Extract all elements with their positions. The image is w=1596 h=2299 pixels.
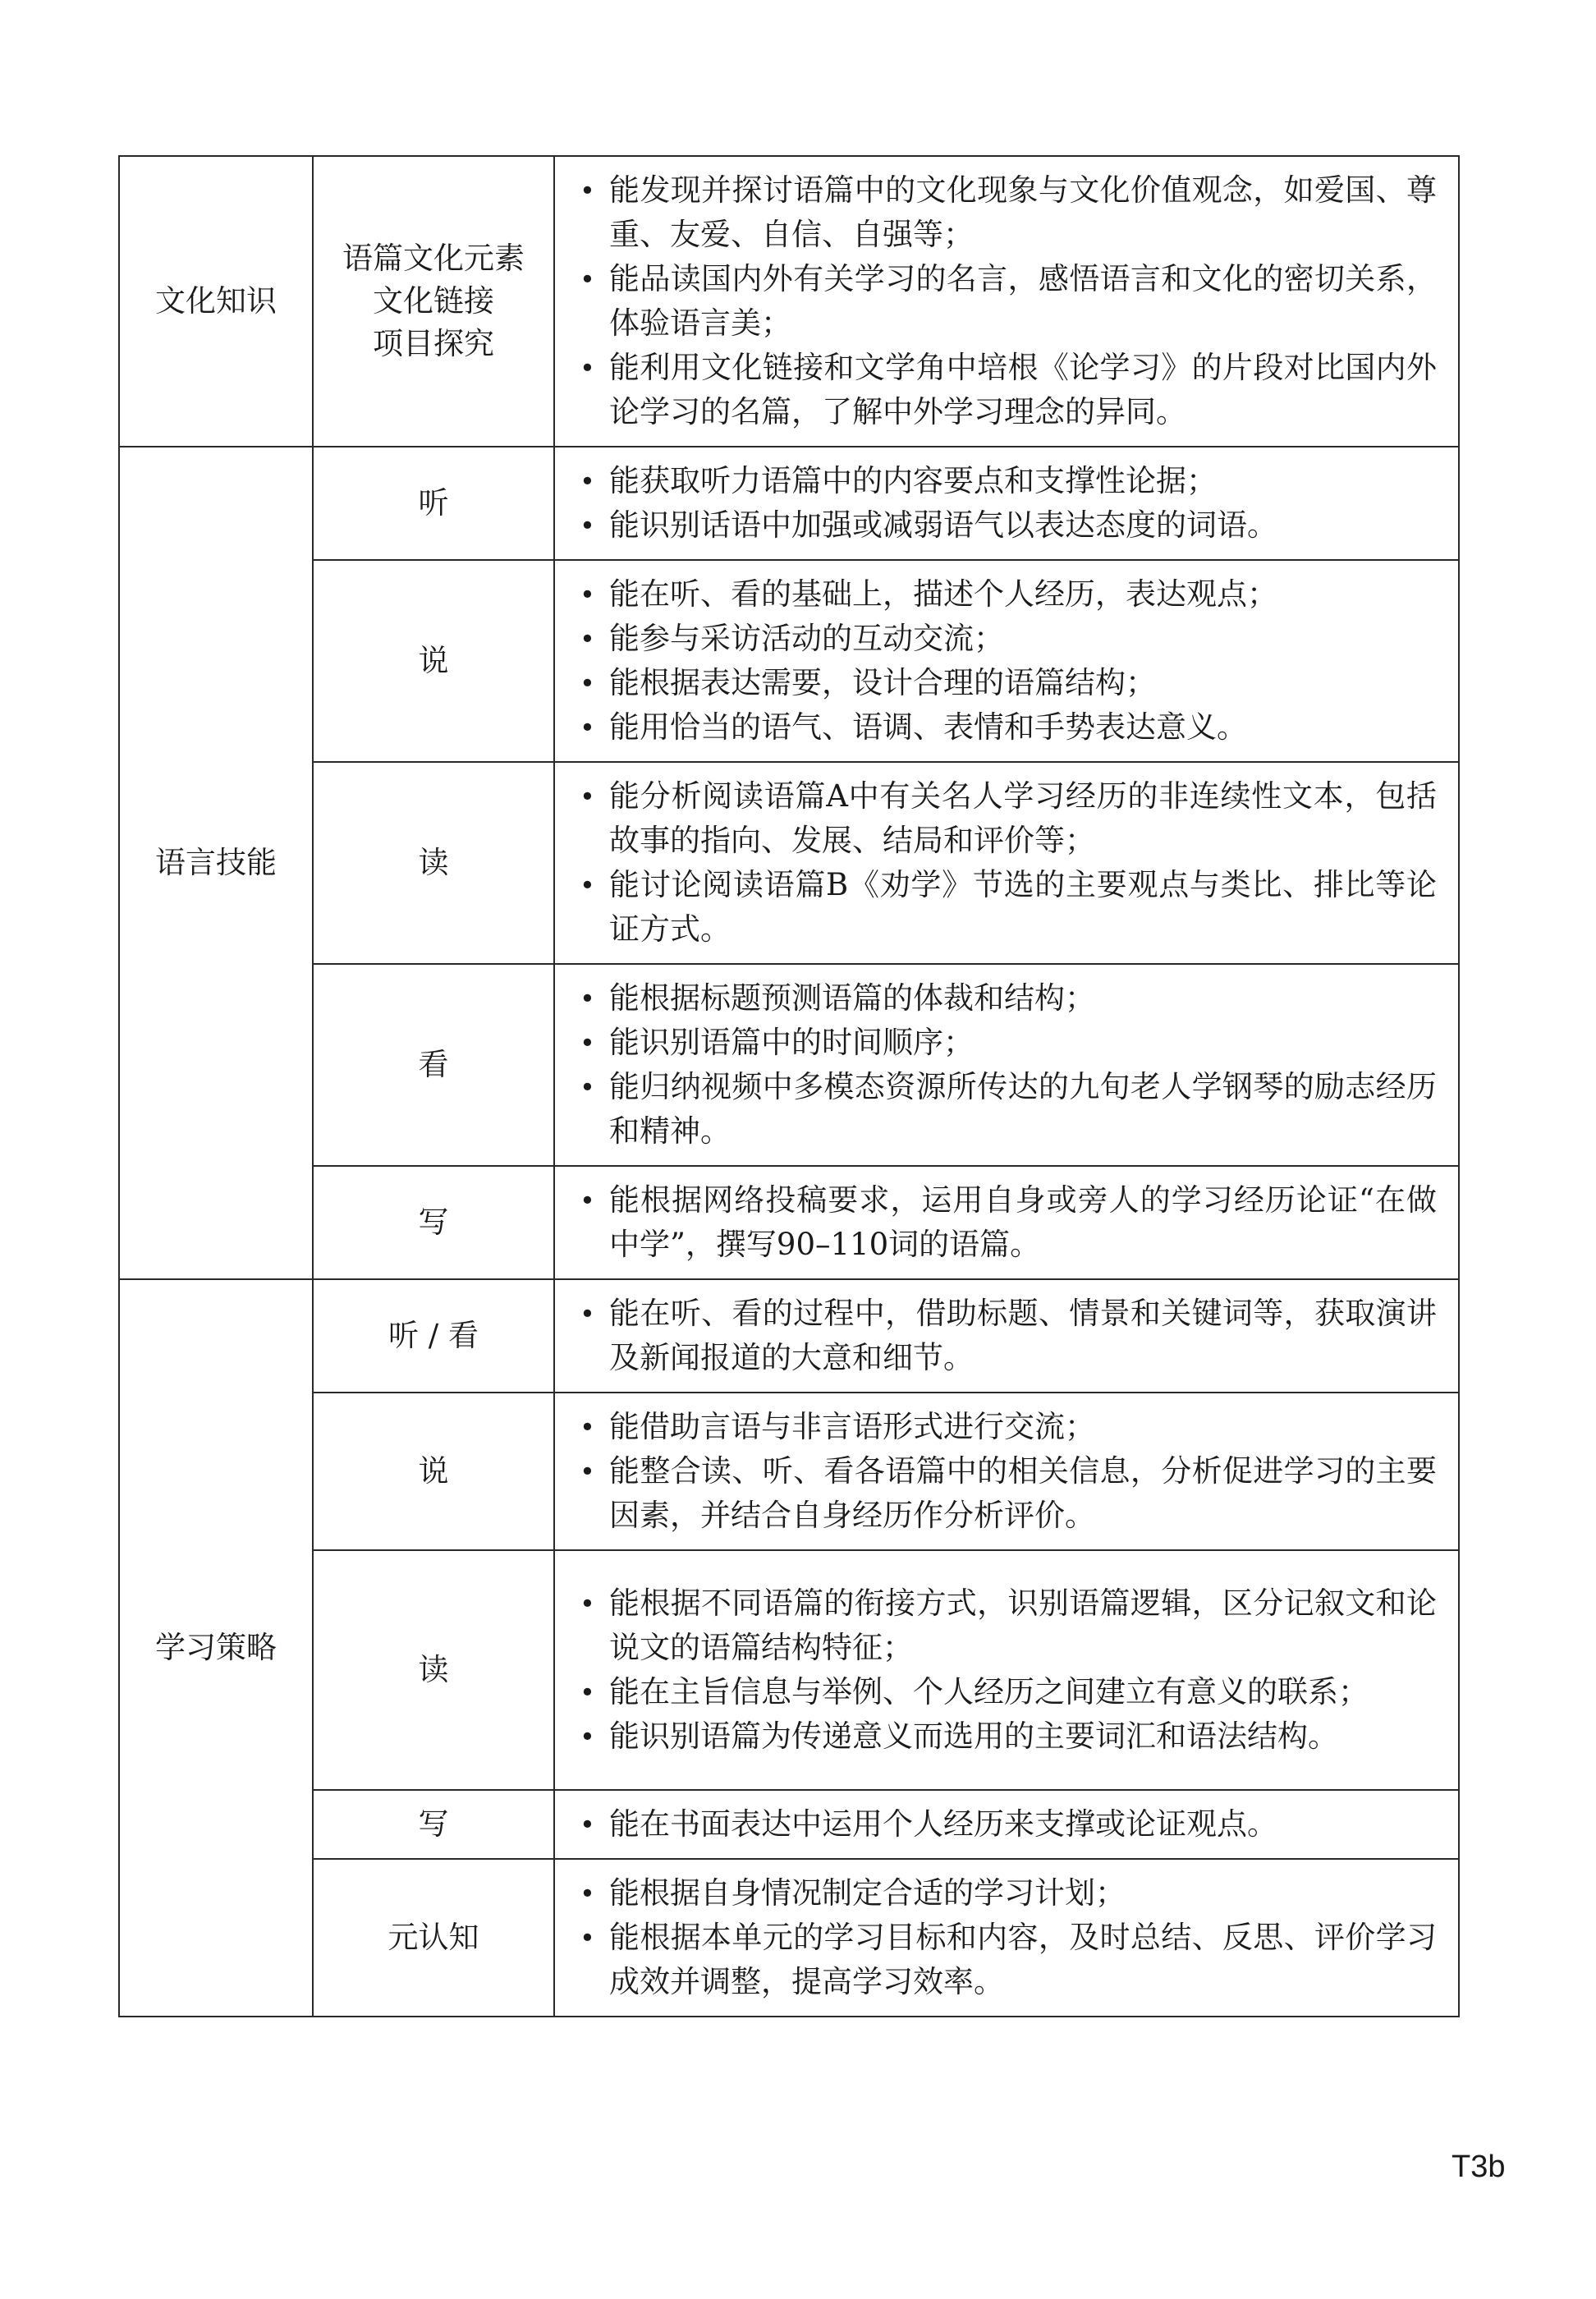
subcategory-label: 写 <box>418 1205 449 1240</box>
subcategory-cell <box>313 560 554 762</box>
bullet-dot-icon: • <box>580 1411 595 1443</box>
bullet-text: 能在听、看的基础上，描述个人经历，表达观点； <box>609 576 1277 612</box>
bullet-text: 能归纳视频中多模态资源所传达的九旬老人学钢琴的励志经历和精神。 <box>609 1069 1437 1149</box>
objectives-table <box>118 155 1460 2017</box>
bullet-text: 能利用文化链接和文学角中培根《论学习》的片段对比国内外论学习的名篇，了解中外学习理念的异同。 <box>609 350 1437 429</box>
subcategory-cell <box>313 1550 554 1790</box>
bullet-dot-icon: • <box>580 1456 595 1487</box>
table-row <box>119 1279 1459 1393</box>
subcategory-cell <box>313 1279 554 1393</box>
bullet-dot-icon: • <box>580 352 595 383</box>
subcategory-cell <box>313 1859 554 2017</box>
bullet-item <box>575 1449 1437 1538</box>
bullet-item <box>575 503 1437 548</box>
bullet-dot-icon: • <box>580 1185 595 1216</box>
bullet-dot-icon: • <box>580 175 595 206</box>
bullet-dot-icon: • <box>580 264 595 295</box>
bullet-item <box>575 459 1437 503</box>
subcategory-label: 文化链接 <box>373 283 494 319</box>
bullet-dot-icon: • <box>580 1298 595 1329</box>
bullet-text: 能识别语篇中的时间顺序； <box>609 1025 974 1060</box>
description-cell <box>554 1790 1459 1859</box>
subcategory-label: 读 <box>418 845 449 880</box>
table-row <box>119 1859 1459 2017</box>
bullet-text: 能识别语篇为传递意义而选用的主要词汇和语法结构。 <box>609 1719 1338 1754</box>
bullet-list <box>575 459 1437 548</box>
bullet-dot-icon: • <box>580 1922 595 1953</box>
bullet-item <box>575 168 1437 257</box>
bullet-item <box>575 1871 1437 1916</box>
table-row <box>119 156 1459 447</box>
subcategory-label: 读 <box>418 1652 449 1687</box>
bullet-dot-icon: • <box>580 1721 595 1752</box>
bullet-item <box>575 1802 1437 1847</box>
subcategory-cell <box>313 964 554 1166</box>
bullet-text: 能根据本单元的学习目标和内容，及时总结、反思、评价学习成效并调整，提高学习效率。 <box>609 1920 1437 1999</box>
bullet-text: 能分析阅读语篇A中有关名人学习经历的非连续性文本，包括故事的指向、发展、结局和评价等； <box>609 778 1437 858</box>
subcategory-label: 写 <box>418 1806 449 1842</box>
bullet-text: 能借助言语与非言语形式进行交流； <box>609 1409 1095 1444</box>
bullet-dot-icon: • <box>580 623 595 654</box>
bullet-text: 能在听、看的过程中，借助标题、情景和关键词等，获取演讲及新闻报道的大意和细节。 <box>609 1296 1437 1375</box>
bullet-text: 能根据标题预测语篇的体裁和结构； <box>609 980 1095 1016</box>
bullet-dot-icon: • <box>580 1677 595 1708</box>
bullet-list <box>575 168 1437 434</box>
bullet-item <box>575 346 1437 434</box>
category-cell: 语言技能 <box>119 447 313 1279</box>
bullet-list <box>575 1581 1437 1759</box>
bullet-list <box>575 572 1437 750</box>
bullet-item <box>575 1670 1437 1714</box>
description-cell <box>554 560 1459 762</box>
description-cell <box>554 156 1459 447</box>
bullet-text: 能参与采访活动的互动交流； <box>609 621 1004 656</box>
bullet-list <box>575 976 1437 1154</box>
table-row <box>119 1393 1459 1550</box>
bullet-text: 能获取听力语篇中的内容要点和支撑性论据； <box>609 463 1217 498</box>
bullet-item <box>575 617 1437 661</box>
bullet-dot-icon: • <box>580 712 595 743</box>
subcategory-label: 看 <box>418 1047 449 1082</box>
table-row <box>119 560 1459 762</box>
bullet-text: 能整合读、听、看各语篇中的相关信息，分析促进学习的主要因素，并结合自身经历作分析评价。 <box>609 1453 1437 1533</box>
bullet-text: 能品读国内外有关学习的名言，感悟语言和文化的密切关系，体验语言美； <box>609 261 1437 341</box>
description-cell <box>554 1166 1459 1279</box>
bullet-text: 能讨论阅读语篇B《劝学》节选的主要观点与类比、排比等论证方式。 <box>609 867 1437 947</box>
subcategory-cell <box>313 1790 554 1859</box>
bullet-item <box>575 1581 1437 1670</box>
subcategory-cell <box>313 1393 554 1550</box>
subcategory-label: 元认知 <box>388 1920 479 1955</box>
bullet-item <box>575 1714 1437 1759</box>
category-cell: 学习策略 <box>119 1279 313 2017</box>
table-row <box>119 762 1459 964</box>
subcategory-label: 听 / 看 <box>388 1318 479 1353</box>
bullet-text: 能在主旨信息与举例、个人经历之间建立有意义的联系； <box>609 1674 1369 1709</box>
description-cell <box>554 1550 1459 1790</box>
bullet-item <box>575 976 1437 1021</box>
objectives-table-body <box>119 156 1459 2017</box>
bullet-dot-icon: • <box>580 781 595 812</box>
page-number: T3b <box>1452 2150 1506 2184</box>
bullet-dot-icon: • <box>580 1588 595 1619</box>
bullet-dot-icon: • <box>580 466 595 497</box>
table-row <box>119 964 1459 1166</box>
bullet-dot-icon: • <box>580 579 595 610</box>
bullet-text: 能识别话语中加强或减弱语气以表达态度的词语。 <box>609 507 1277 543</box>
bullet-list <box>575 774 1437 952</box>
subcategory-cell <box>313 762 554 964</box>
bullet-item <box>575 257 1437 346</box>
bullet-dot-icon: • <box>580 668 595 699</box>
category-cell: 文化知识 <box>119 156 313 447</box>
bullet-item <box>575 1065 1437 1154</box>
description-cell <box>554 1393 1459 1550</box>
bullet-text: 能根据网络投稿要求，运用自身或旁人的学习经历论证“在做中学”，撰写90–110词的语篇。 <box>609 1182 1437 1262</box>
table-row <box>119 1166 1459 1279</box>
subcategory-label: 听 <box>418 485 449 521</box>
bullet-item <box>575 774 1437 863</box>
description-cell <box>554 964 1459 1166</box>
bullet-list <box>575 1178 1437 1267</box>
bullet-list <box>575 1802 1437 1847</box>
description-cell <box>554 1859 1459 2017</box>
bullet-dot-icon: • <box>580 1809 595 1840</box>
bullet-dot-icon: • <box>580 870 595 901</box>
bullet-list <box>575 1405 1437 1538</box>
bullet-dot-icon: • <box>580 983 595 1014</box>
bullet-item <box>575 1405 1437 1449</box>
bullet-text: 能根据不同语篇的衔接方式，识别语篇逻辑，区分记叙文和论说文的语篇结构特征； <box>609 1585 1437 1665</box>
bullet-list <box>575 1871 1437 2004</box>
bullet-text: 能用恰当的语气、语调、表情和手势表达意义。 <box>609 709 1247 745</box>
bullet-item <box>575 661 1437 705</box>
subcategory-label: 语篇文化元素 <box>342 241 525 276</box>
bullet-dot-icon: • <box>580 1071 595 1103</box>
bullet-item <box>575 572 1437 617</box>
bullet-text: 能发现并探讨语篇中的文化现象与文化价值观念，如爱国、尊重、友爱、自信、自强等； <box>609 172 1437 252</box>
table-row <box>119 1790 1459 1859</box>
bullet-text: 能根据自身情况制定合适的学习计划； <box>609 1875 1126 1911</box>
description-cell <box>554 447 1459 560</box>
bullet-item <box>575 1292 1437 1380</box>
bullet-dot-icon: • <box>580 1878 595 1909</box>
bullet-text: 能在书面表达中运用个人经历来支撑或论证观点。 <box>609 1806 1277 1842</box>
description-cell <box>554 1279 1459 1393</box>
subcategory-label: 项目探究 <box>373 326 494 361</box>
subcategory-cell <box>313 447 554 560</box>
subcategory-label: 说 <box>418 1453 449 1489</box>
bullet-item <box>575 705 1437 750</box>
subcategory-label: 说 <box>418 643 449 678</box>
bullet-list <box>575 1292 1437 1380</box>
table-row <box>119 447 1459 560</box>
subcategory-cell <box>313 1166 554 1279</box>
table-row <box>119 1550 1459 1790</box>
description-cell <box>554 762 1459 964</box>
bullet-dot-icon: • <box>580 510 595 541</box>
bullet-item <box>575 1021 1437 1065</box>
bullet-item <box>575 1178 1437 1267</box>
subcategory-cell <box>313 156 554 447</box>
bullet-dot-icon: • <box>580 1027 595 1058</box>
bullet-item <box>575 1916 1437 2004</box>
bullet-text: 能根据表达需要，设计合理的语篇结构； <box>609 665 1156 700</box>
bullet-item <box>575 863 1437 952</box>
